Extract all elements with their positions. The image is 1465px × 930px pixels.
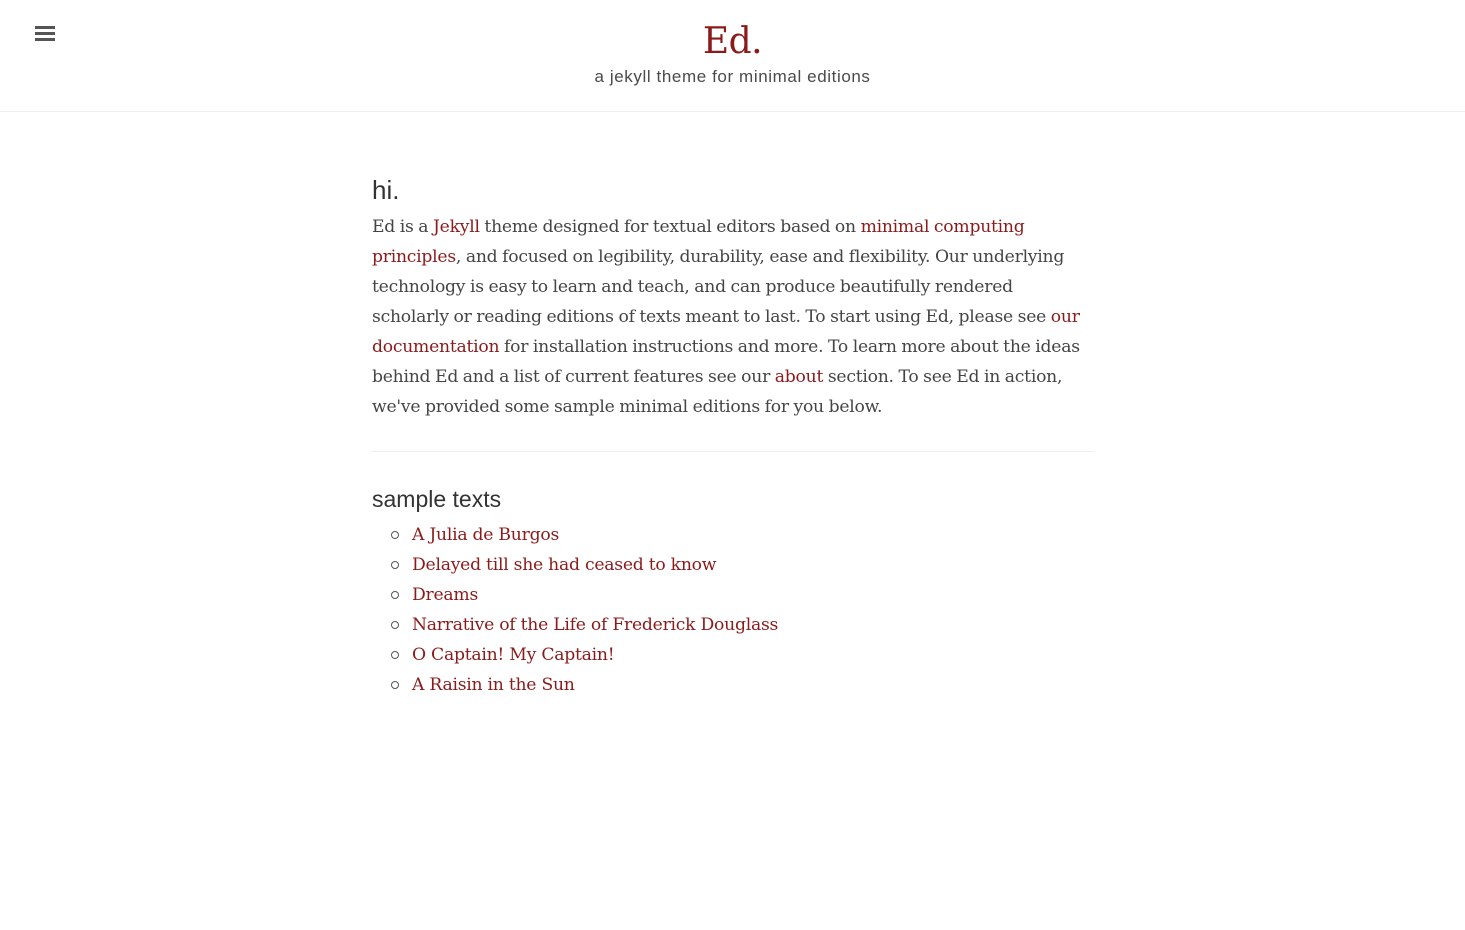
minimal-computing-link[interactable]: minimal computing principles	[372, 217, 1025, 267]
sample-link-julia-de-burgos[interactable]: A Julia de Burgos	[412, 525, 560, 545]
circle-bullet-icon	[391, 651, 399, 659]
jekyll-link[interactable]: Jekyll	[433, 217, 480, 237]
intro-text: for installation instructions and more. To learn more about the ideas behind Ed and a list of current features see our	[372, 337, 1080, 387]
list-item	[412, 670, 1094, 700]
intro-text: Ed is a	[372, 217, 434, 237]
intro-text: section. To see Ed in action, we've provided some sample minimal editions for you below.	[372, 367, 1063, 417]
circle-bullet-icon	[391, 591, 399, 599]
sample-link-o-captain[interactable]: O Captain! My Captain!	[412, 645, 615, 665]
documentation-link[interactable]: our documentation	[372, 307, 1080, 357]
sample-link-frederick-douglass[interactable]: Narrative of the Life of Frederick Douglass	[412, 615, 779, 635]
intro-paragraph	[372, 212, 1094, 422]
sample-link-delayed[interactable]: Delayed till she had ceased to know	[412, 555, 717, 575]
list-item	[412, 640, 1094, 670]
page-heading: hi.	[372, 175, 400, 205]
about-link[interactable]: about	[774, 367, 824, 387]
list-item	[412, 610, 1094, 640]
intro-text: theme designed for textual editors based on	[479, 217, 861, 237]
intro-text: , and focused on legibility, durability, ease and flexibility. Our underlying technology is easy to learn and teach, and can produce beautifully rendered scholarly or reading editions of texts meant to last. To start using Ed, please see	[372, 247, 1065, 327]
circle-bullet-icon	[391, 561, 399, 569]
list-item	[412, 520, 1094, 550]
sample-link-raisin-in-the-sun[interactable]: A Raisin in the Sun	[412, 675, 575, 695]
section-divider	[372, 451, 1094, 452]
sample-link-dreams[interactable]: Dreams	[412, 585, 479, 605]
list-item	[412, 550, 1094, 580]
circle-bullet-icon	[391, 681, 399, 689]
site-title-link[interactable]: Ed.	[702, 21, 763, 62]
masthead	[0, 0, 1465, 112]
sample-texts-list	[372, 520, 1094, 700]
circle-bullet-icon	[391, 621, 399, 629]
sample-texts-heading: sample texts	[372, 486, 502, 512]
main-content	[372, 170, 1094, 700]
circle-bullet-icon	[391, 531, 399, 539]
site-subtitle: a jekyll theme for minimal editions	[594, 67, 871, 86]
list-item	[412, 580, 1094, 610]
